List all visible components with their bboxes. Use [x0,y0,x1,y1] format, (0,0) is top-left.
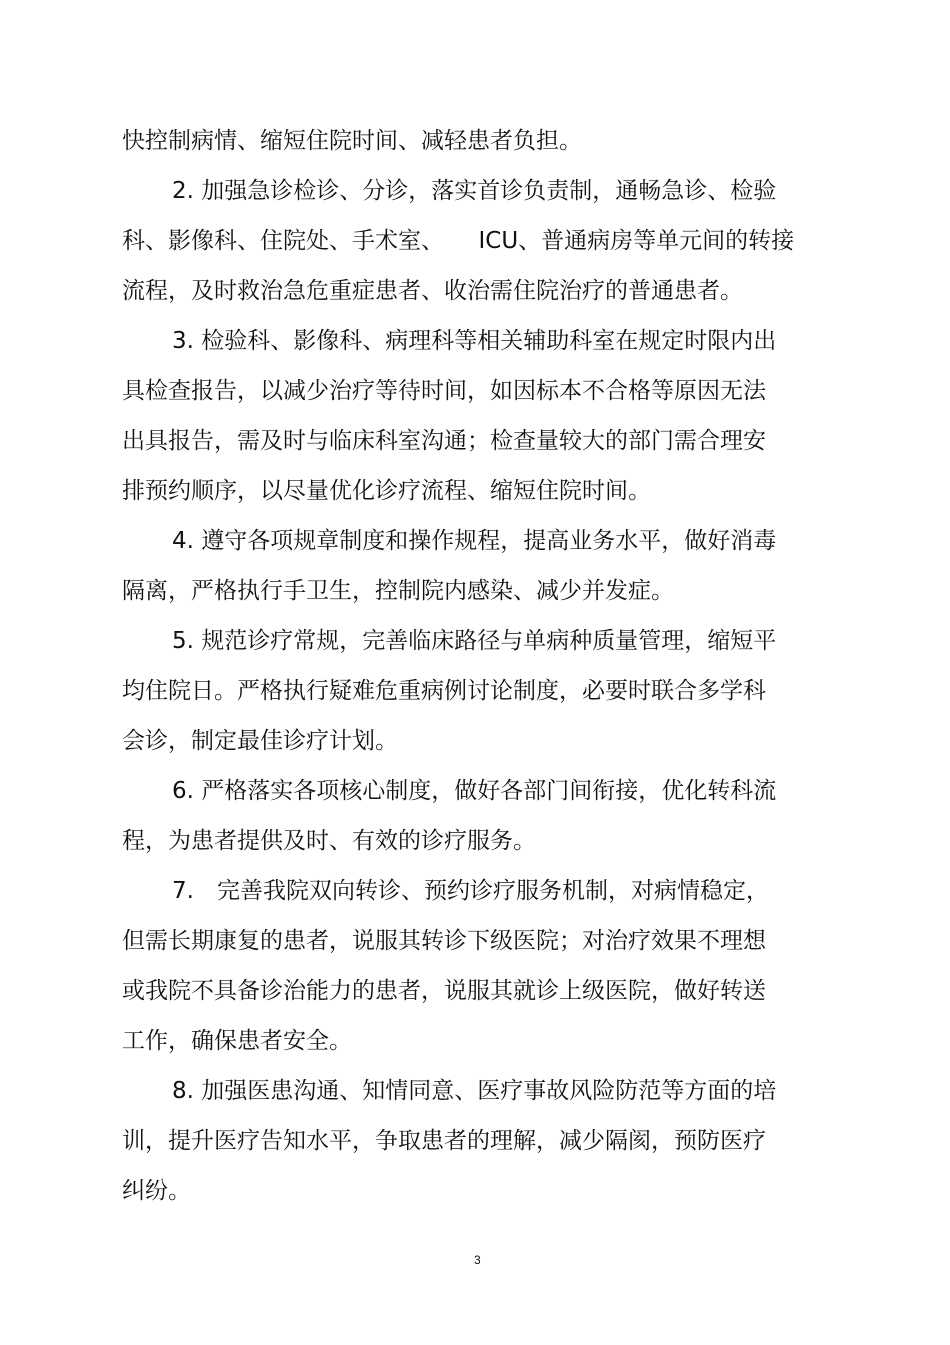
paragraph-5-line: 均住院日。严格执行疑难危重病例讨论制度，必要时联合多学科 [122,678,766,704]
paragraph-8-line: 纠纷。 [122,1178,191,1204]
paragraph-8-line: 8. 加强医患沟通、知情同意、医疗事故风险防范等方面的培 [172,1078,777,1104]
paragraph-2-line: 科、影像科、住院处、手术室、 ICU、普通病房等单元间的转接 [122,228,795,254]
paragraph-3-line: 具检查报告，以减少治疗等待时间，如因标本不合格等原因无法 [122,378,766,404]
paragraph-7-line: 或我院不具备诊治能力的患者，说服其就诊上级医院，做好转送 [122,978,766,1004]
paragraph-2-line: 2. 加强急诊检诊、分诊，落实首诊负责制，通畅急诊、检验 [172,178,777,204]
paragraph-4-line: 4. 遵守各项规章制度和操作规程，提高业务水平，做好消毒 [172,528,777,554]
paragraph-5-line: 会诊，制定最佳诊疗计划。 [122,728,398,754]
paragraph-7-line: 但需长期康复的患者，说服其转诊下级医院；对治疗效果不理想 [122,928,766,954]
paragraph-7-line: 工作，确保患者安全。 [122,1028,352,1054]
paragraph-6-line: 程，为患者提供及时、有效的诊疗服务。 [122,828,536,854]
body-text-line: 快控制病情、缩短住院时间、减轻患者负担。 [122,128,582,154]
page-number: 3 [474,1253,481,1267]
paragraph-6-line: 6. 严格落实各项核心制度，做好各部门间衔接，优化转科流 [172,778,777,804]
paragraph-2-line: 流程，及时救治急危重症患者、收治需住院治疗的普通患者。 [122,278,743,304]
paragraph-4-line: 隔离，严格执行手卫生，控制院内感染、减少并发症。 [122,578,674,604]
paragraph-3-line: 出具报告，需及时与临床科室沟通；检查量较大的部门需合理安 [122,428,766,454]
paragraph-3-line: 3. 检验科、影像科、病理科等相关辅助科室在规定时限内出 [172,328,777,354]
paragraph-5-line: 5. 规范诊疗常规，完善临床路径与单病种质量管理，缩短平 [172,628,777,654]
paragraph-3-line: 排预约顺序，以尽量优化诊疗流程、缩短住院时间。 [122,478,651,504]
paragraph-8-line: 训，提升医疗告知水平，争取患者的理解，减少隔阂，预防医疗 [122,1128,766,1154]
paragraph-7-line: 7. 完善我院双向转诊、预约诊疗服务机制，对病情稳定， [172,878,769,904]
